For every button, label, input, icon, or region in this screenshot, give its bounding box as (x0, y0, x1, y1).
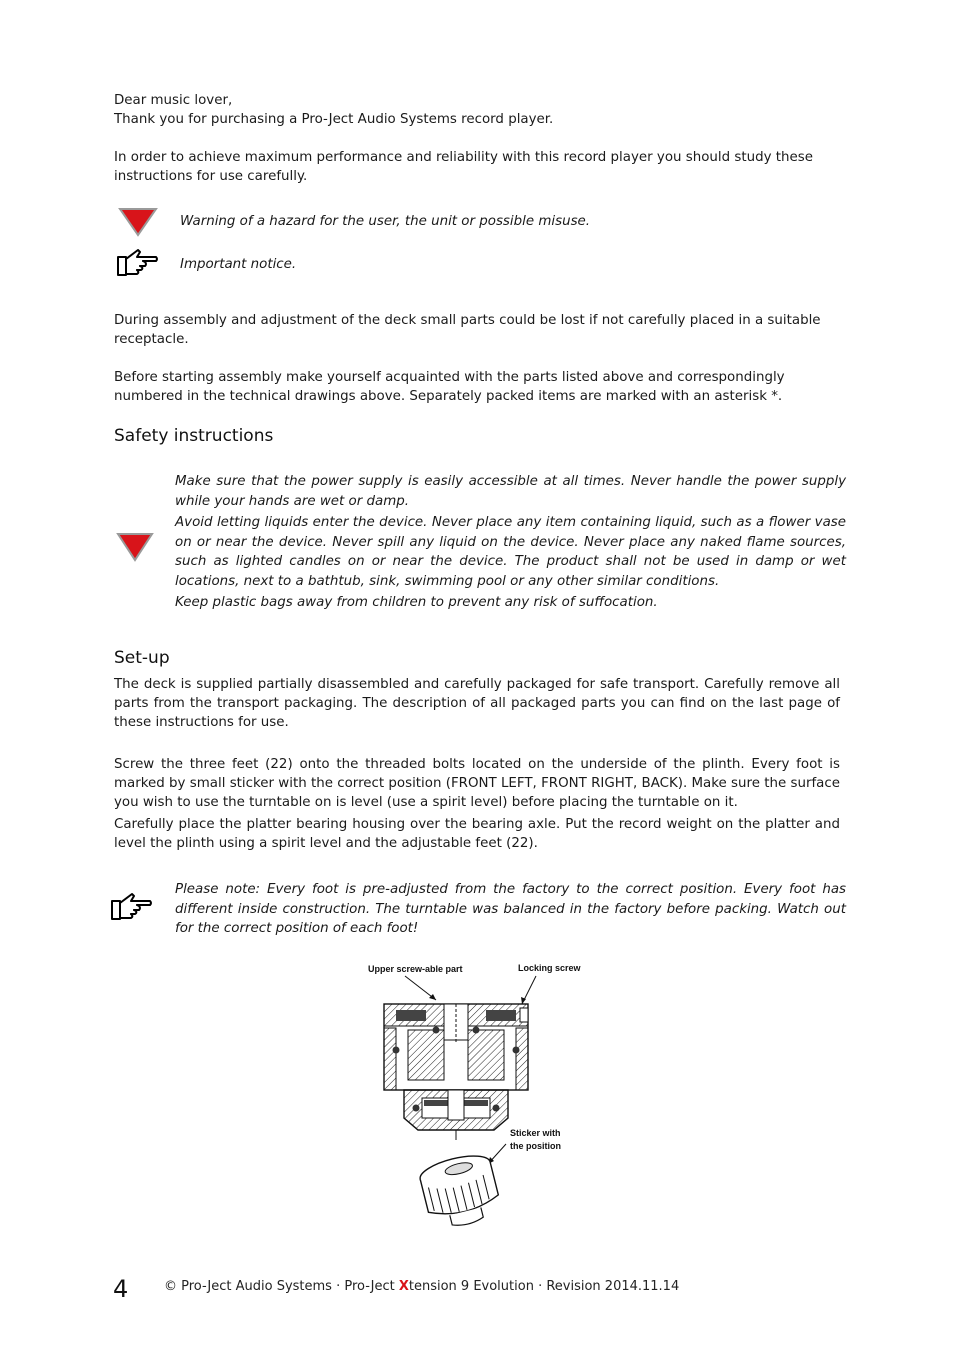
greeting: Dear music lover, (114, 93, 233, 108)
legend-warning-text: Warning of a hazard for the user, the unit or possible misuse. (180, 214, 591, 229)
label-sticker-line2: the position (510, 1141, 561, 1151)
label-sticker-line1: Sticker with (510, 1128, 561, 1138)
setup-heading: Set-up (114, 648, 170, 668)
safety-item: Make sure that the power supply is easily accessible at all times. Never handle the power supply while your hands are wet or damp. (175, 474, 846, 509)
footer-prefix: © Pro-Ject Audio Systems · Pro-Ject (164, 1279, 399, 1294)
pointing-hand-icon (116, 248, 160, 278)
label-upper-part: Upper screw-able part (368, 964, 463, 974)
safety-heading: Safety instructions (114, 426, 274, 446)
legend-important-text: Important notice. (180, 257, 297, 272)
foot-technical-drawing (360, 958, 590, 1238)
parts-paragraph: Before starting assembly make yourself acquainted with the parts listed above and correspondingly numbered in the technical drawings above. Separately packed items are marked with an asterisk *. (114, 370, 785, 404)
warning-triangle-icon (116, 532, 154, 562)
assembly-paragraph: During assembly and adjustment of the deck small parts could be lost if not carefully placed in a suitable receptacle. (114, 313, 821, 347)
footer-suffix: tension 9 Evolution · Revision 2014.11.14 (408, 1279, 680, 1294)
footer-brand-x: X (398, 1279, 409, 1294)
safety-item: Keep plastic bags away from children to prevent any risk of suffocation. (175, 595, 658, 610)
label-locking-screw: Locking screw (518, 963, 581, 973)
setup-paragraph-1: The deck is supplied partially disassembled and carefully packaged for safe transport. Carefully remove all parts from the transport packaging. The description of all packaged parts you can find on the last page of these instructions for use. (114, 677, 840, 730)
setup-paragraph-2: Screw the three feet (22) onto the threaded bolts located on the underside of the plinth. Every foot is marked by small sticker with the correct position (FRONT LEFT, FRONT RIGHT, BACK). Make sure the surface you wish to use the turntable on is level (use a spirit level) before placing the turntable on it. (114, 757, 840, 810)
footer-text (164, 1277, 679, 1297)
page-number: 4 (113, 1275, 129, 1303)
warning-triangle-icon (118, 207, 158, 237)
pointing-hand-icon (110, 892, 154, 922)
setup-paragraph-3: Carefully place the platter bearing housing over the bearing axle. Put the record weight on the platter and level the plinth using a spirit level and the adjustable feet (22). (114, 817, 840, 851)
safety-item: Avoid letting liquids enter the device. Never place any item containing liquid, such as a flower vase on or near the device. Never spill any liquid on the device. Never place any naked flame sources, such as lighted candles on or near the device. The product shall not be used in damp or wet locations, next to a bathtub, sink, swimming pool or any other similar conditions. (175, 515, 846, 589)
thanks-text: Thank you for purchasing a Pro-Ject Audio Systems record player. (114, 112, 554, 127)
setup-note: Please note: Every foot is pre-adjusted from the factory to the correct position. Every foot has different inside construction. The turntable was balanced in the factory before packing. Watch out for the correct position of each foot! (175, 882, 846, 936)
instructions-text: In order to achieve maximum performance and reliability with this record player you should study these instructions for use carefully. (114, 150, 813, 184)
